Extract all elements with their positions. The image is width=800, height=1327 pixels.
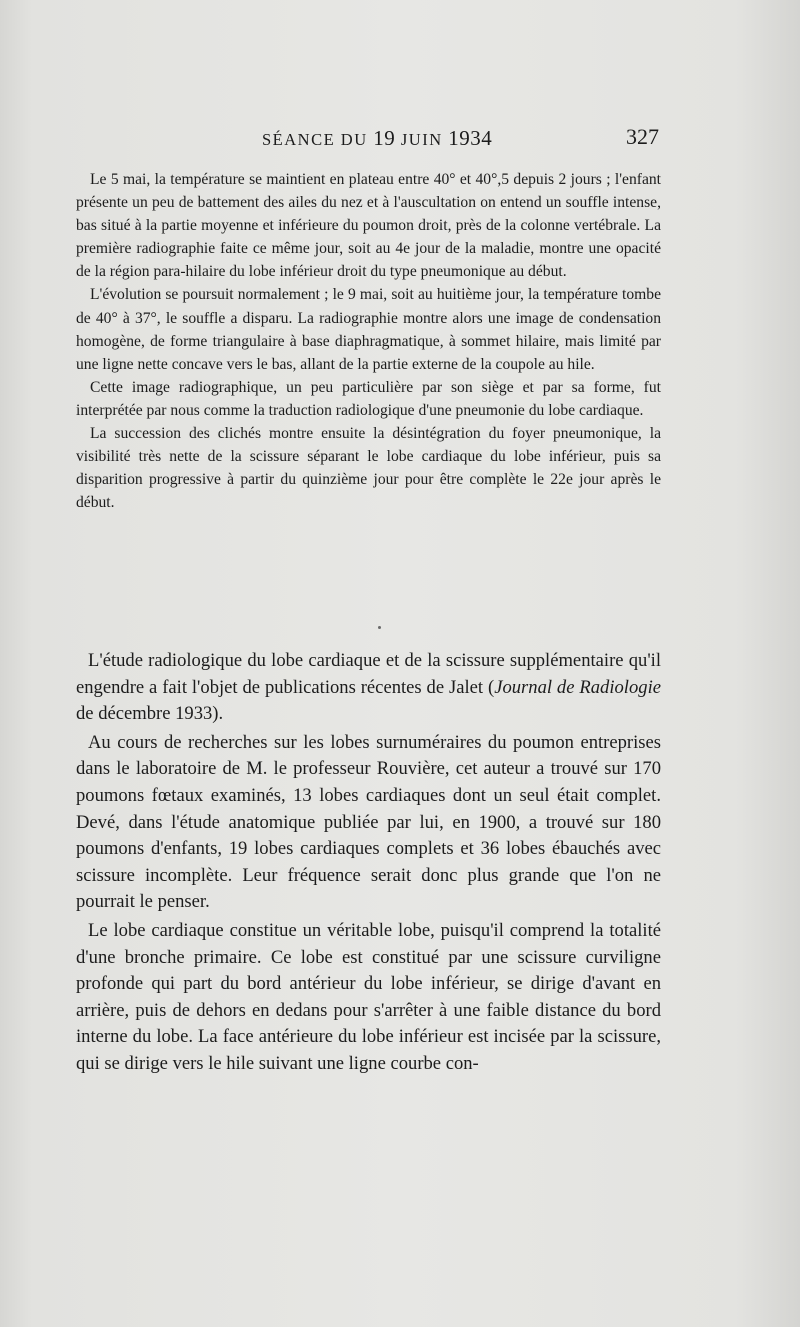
small-paragraph-3: Cette image radiographique, un peu particulière par son siège et par sa forme, fut interprétée par nous comme la traduction radiologique d'une pneumonie du lobe cardiaque.: [76, 378, 661, 419]
page-number: 327: [626, 124, 659, 149]
small-paragraph-2: L'évolution se poursuit normalement ; le 9 mai, soit au huitième jour, la température tombe de 40° à 37°, le souffle a disparu. La radiographie montre alors une image de condensation homogène, de forme triangulaire à base diaphragmatique, à sommet hilaire, mais limité par une ligne nette concave vers le bas, allant de la partie externe de la coupole au hile.: [76, 286, 661, 373]
large-paragraph-1-end: de décembre 1933).: [76, 703, 224, 725]
header-title: [262, 126, 492, 151]
header-title-prefix: SÉANCE DU: [262, 130, 374, 149]
small-paragraph-1: Le 5 mai, la température se maintient en plateau entre 40° et 40°,5 depuis 2 jours ; l'enfant présente un peu de battement des ailes du nez et à l'auscultation on entend un souffle intense, bas situé à la partie moyenne et inférieure du poumon droit, près de la colonne vertébrale. La première radiographie faite ce même jour, soit au 4e jour de la maladie, montre une opacité de la région para-hilaire du lobe inférieur droit du type pneumonique au début.: [76, 171, 661, 281]
large-paragraph-3: Le lobe cardiaque constitue un véritable lobe, puisqu'il comprend la totalité d'une bronche primaire. Ce lobe est constitué par une scissure curviligne profonde qui part du bord antérieur du lobe inférieur, se dirige d'avant en arrière, puis de dehors en dedans pour s'arrêter à une faible distance du bord interne du lobe. La face antérieure du lobe inférieur est incisée par la scissure, qui se dirige vers le hile suivant une ligne courbe con-: [76, 919, 661, 1074]
large-paragraph-2: Au cours de recherches sur les lobes surnuméraires du poumon entreprises dans le laboratoire de M. le professeur Rouvière, cet auteur a trouvé sur 170 poumons fœtaux examinés, 13 lobes cardiaques dont un seul était complet. Devé, dans l'étude anatomique publiée par lui, en 1900, a trouvé sur 180 poumons d'enfants, 19 lobes cardiaques complets et 36 lobes ébauchés avec scissure incomplète. Leur fréquence serait donc plus grande que l'on ne pourrait le penser.: [76, 731, 661, 913]
header-title-day: 19: [373, 126, 396, 150]
large-paragraph-1: [76, 648, 661, 728]
case-report-block: [76, 168, 661, 514]
header-title-month: JUIN: [395, 130, 449, 149]
small-paragraph-4: La succession des clichés montre ensuite la désintégration du foyer pneumonique, la visibilité très nette de la scissure séparant le lobe cardiaque du lobe inférieur, puis sa disparition progressive à partir du quinzième jour pour être complète le 22e jour après le début.: [76, 425, 661, 512]
print-speck: [378, 626, 381, 629]
large-paragraph-1-start: L'étude radiologique du lobe cardiaque et de la scissure supplémentaire qu'il engendre a fait l'objet de publications récentes de Jalet (: [76, 650, 661, 698]
journal-title: Journal de Radiologie: [494, 676, 661, 698]
header-title-year: 1934: [448, 126, 493, 150]
discussion-block: [76, 648, 661, 1078]
running-header: [0, 120, 800, 156]
